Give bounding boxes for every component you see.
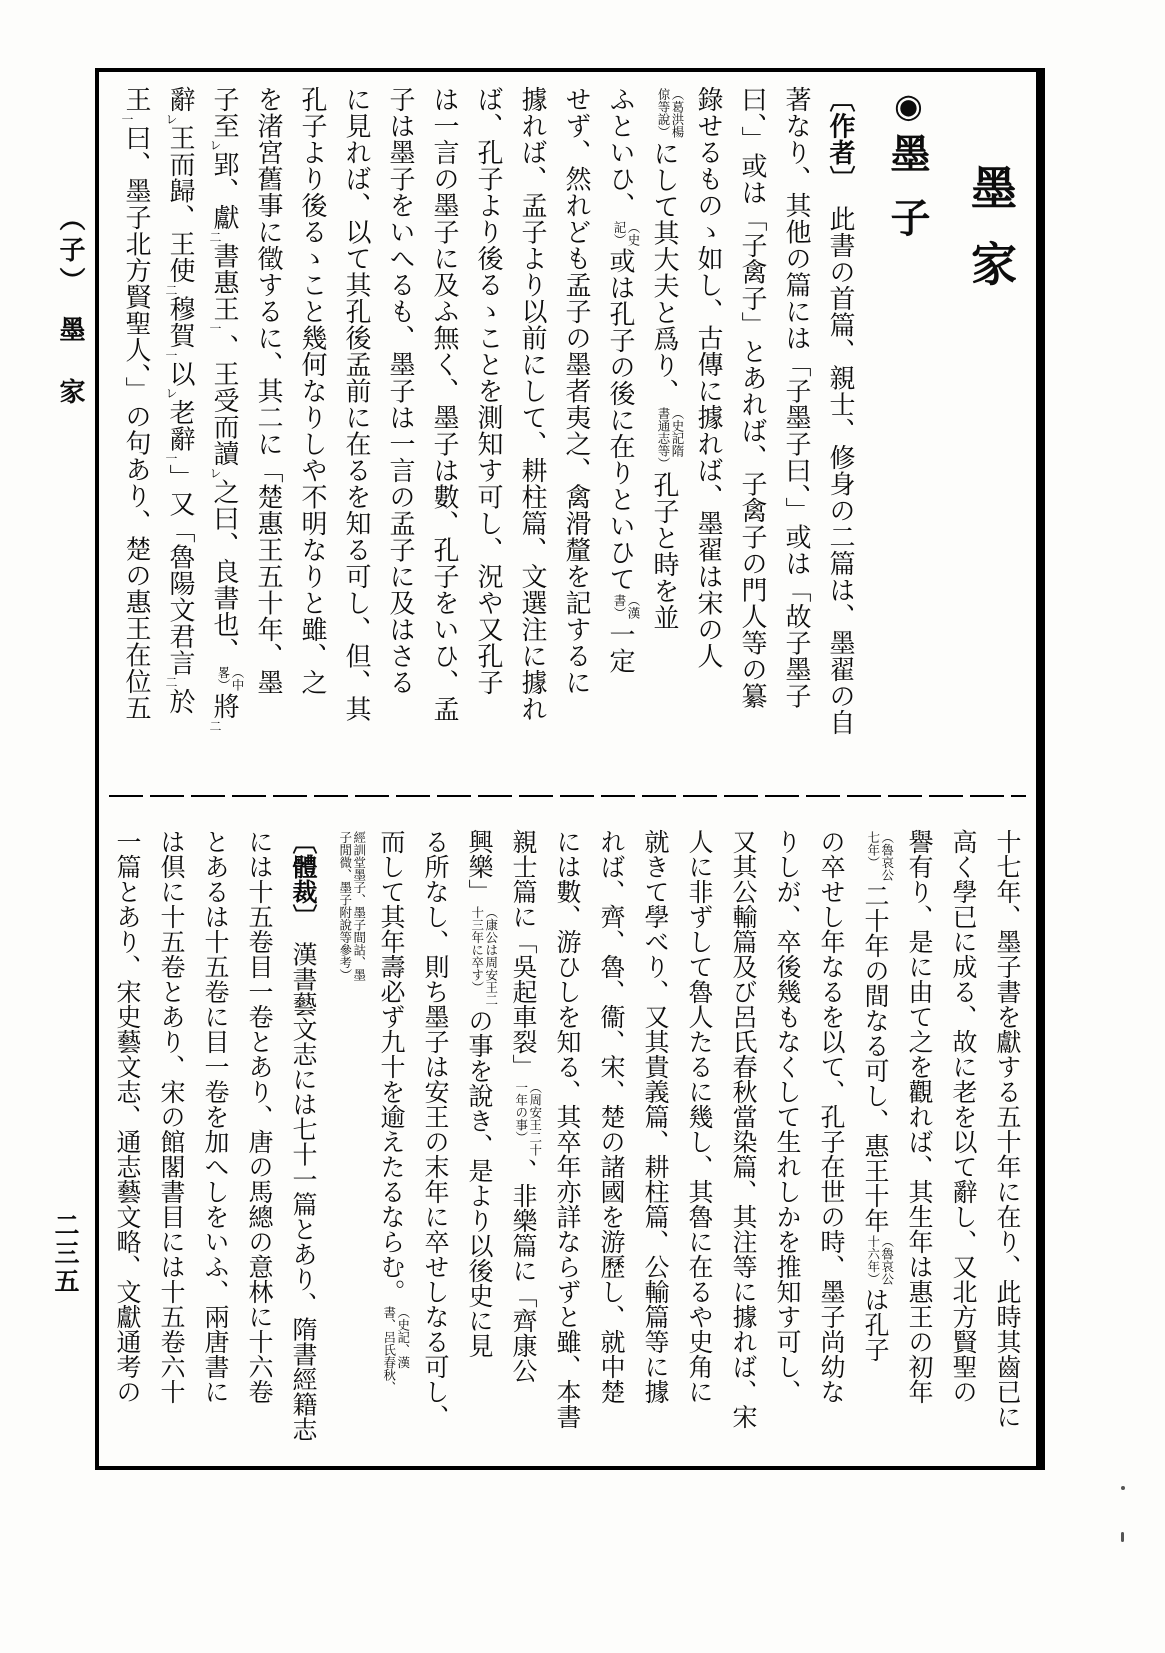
warichu-note bbox=[656, 407, 684, 470]
warichu-line: 七年） bbox=[865, 831, 880, 869]
warichu-line: 記） bbox=[611, 220, 626, 246]
warichu-note bbox=[612, 221, 640, 246]
warichu-line: （史記隋 bbox=[669, 407, 684, 457]
format-section bbox=[104, 829, 1028, 1479]
text-run: ふといひ、 bbox=[606, 86, 635, 219]
kaeriten-mark: 一 bbox=[164, 452, 178, 464]
warichu-note bbox=[382, 1306, 410, 1394]
text-run: 孔子より後るゝこと幾何なりしや不明なりと雖、之 bbox=[298, 86, 327, 696]
warichu-line: 書、呂氏春秋、 bbox=[381, 1306, 396, 1394]
text-run: を渚宮舊事に徵するに、其二に「楚惠王五十年、墨 bbox=[254, 86, 283, 696]
text-column bbox=[368, 829, 412, 1479]
warichu-line: 十六年） bbox=[865, 1235, 880, 1285]
text-column bbox=[808, 829, 852, 1479]
text-run: には十五卷目一卷とあり、唐の馬總の意林に十六卷 bbox=[245, 829, 272, 1404]
warichu-line: 十三年に卒す） bbox=[469, 906, 484, 994]
text-run: 郢、獻 bbox=[210, 151, 239, 231]
text-run: 或は孔子の後に在りといひて bbox=[606, 247, 635, 592]
section-divider bbox=[109, 795, 1026, 797]
text-column bbox=[202, 86, 246, 786]
text-run: ば、孔子より後るゝことを測知す可し、況や又孔子 bbox=[474, 86, 503, 696]
section-label: 〔體裁〕 bbox=[289, 829, 316, 917]
text-column bbox=[588, 829, 632, 1479]
text-column bbox=[148, 829, 192, 1479]
text-column bbox=[192, 829, 236, 1479]
margin-label: （子） 墨 家 bbox=[56, 205, 85, 409]
text-column bbox=[598, 86, 642, 786]
text-column bbox=[896, 829, 940, 1479]
text-column bbox=[114, 86, 158, 786]
warichu-note bbox=[612, 594, 640, 619]
kaeriten-mark: 一 bbox=[120, 112, 134, 125]
text-run: れば、齊、魯、衞、宋、楚の諸國を游歷し、就中楚 bbox=[597, 829, 624, 1404]
text-run: とあるは十五卷に目一卷を加へしをいふ、兩唐書に bbox=[201, 829, 228, 1404]
warichu-line: （史 bbox=[625, 220, 640, 246]
author-section bbox=[114, 86, 1030, 786]
text-run: 曰、」或は「子禽子」とあれば、子禽子の門人等の纂 bbox=[738, 86, 767, 709]
text-run: る所なし、則ち墨子は安王の末年に卒せしなる可し、 bbox=[421, 829, 448, 1429]
text-column bbox=[378, 86, 422, 786]
text-run: 二十年の間なる可し、惠王十年 bbox=[861, 883, 888, 1233]
warichu-line: 書） bbox=[611, 594, 626, 619]
text-run: 高く學已に成る、故に老を以て辭し、又北方賢聖の bbox=[949, 829, 976, 1404]
text-column bbox=[500, 829, 544, 1479]
section-heading: 墨家 bbox=[965, 164, 1016, 316]
warichu-line: （魯哀公 bbox=[879, 1235, 894, 1285]
entry-bullet-icon: ◉ bbox=[889, 86, 925, 125]
text-run: 曰、墨子北方賢聖人、」の句あり、楚の惠王在位五 bbox=[122, 124, 151, 721]
warichu-note bbox=[470, 906, 498, 1006]
text-run: 子は墨子をいへるも、墨子は一言の孟子に及はさる bbox=[386, 86, 415, 696]
text-column bbox=[510, 86, 554, 786]
scan-speck bbox=[1121, 1486, 1125, 1490]
text-run: に見れば、以て其孔後孟前に在るを知る可し、但、其 bbox=[342, 86, 371, 722]
text-run: 親士篇に「吳起車裂」 bbox=[509, 829, 536, 1079]
text-run: 漢書藝文志には七十一篇とあり、隋書經籍志 bbox=[289, 916, 316, 1442]
text-column bbox=[774, 86, 818, 786]
page-number: 二三五 bbox=[51, 1212, 78, 1296]
text-column bbox=[818, 86, 862, 786]
text-run: 人に非ずして魯人たるに幾し、其魯に在るや史角に bbox=[685, 829, 712, 1404]
text-column bbox=[334, 86, 378, 786]
text-run: 、非樂篇に「齊康公 bbox=[509, 1158, 536, 1383]
kaeriten-mark: 二 bbox=[164, 283, 178, 296]
text-run: 辭 bbox=[166, 86, 195, 113]
scan-speck bbox=[1121, 1532, 1124, 1542]
text-run: 就きて學べり、又其貴義篇、耕柱篇、公輸篇等に據 bbox=[641, 829, 668, 1404]
warichu-note bbox=[656, 88, 684, 138]
text-run: 、王受而讀 bbox=[210, 334, 239, 467]
text-column bbox=[852, 829, 896, 1479]
warichu-line: （葛洪楊 bbox=[669, 88, 684, 138]
kaeriten-mark: 二 bbox=[208, 230, 222, 243]
warichu-line: 畧） bbox=[215, 666, 230, 691]
warichu-line: 一年の事） bbox=[513, 1081, 528, 1144]
text-run: 之曰、良書也、 bbox=[210, 478, 239, 664]
kaeriten-mark: 一 bbox=[164, 348, 178, 361]
text-column bbox=[720, 829, 764, 1479]
text-run: 而して其年壽必ず九十を逾えたるならむ。 bbox=[377, 829, 404, 1304]
text-run: の卒せし年なるを以て、孔子在世の時、墨子尚幼な bbox=[817, 829, 844, 1404]
text-column bbox=[158, 86, 202, 786]
text-column bbox=[554, 86, 598, 786]
text-run: 孔子と時を並 bbox=[650, 471, 679, 631]
warichu-line: 經訓堂墨子、墨子間詁、墨 bbox=[351, 831, 366, 981]
warichu-line: （中 bbox=[229, 666, 244, 691]
text-column bbox=[544, 829, 588, 1479]
text-run: 王 bbox=[122, 86, 151, 113]
text-run: は孔子 bbox=[861, 1287, 888, 1362]
kaeriten-mark: 一 bbox=[208, 322, 222, 334]
content-frame bbox=[95, 68, 1045, 1470]
text-run: 一定 bbox=[606, 621, 635, 674]
text-column bbox=[466, 86, 510, 786]
warichu-line: 倞等說） bbox=[655, 88, 670, 138]
kaeriten-mark: 二 bbox=[208, 719, 222, 732]
kaeriten-mark: レ bbox=[164, 112, 178, 125]
text-column bbox=[642, 86, 686, 786]
warichu-note bbox=[216, 666, 244, 691]
kaeriten-mark: 二 bbox=[164, 676, 178, 688]
text-column bbox=[422, 86, 466, 786]
warichu-line: （漢 bbox=[625, 594, 640, 619]
warichu-line: （史記、漢 bbox=[395, 1306, 410, 1369]
text-column bbox=[730, 86, 774, 786]
text-run: 子至 bbox=[210, 86, 239, 139]
text-run: にして其大夫と爲り、 bbox=[650, 140, 679, 405]
text-column bbox=[324, 829, 368, 1479]
text-run: 王而歸、王使 bbox=[166, 124, 195, 284]
text-column bbox=[632, 829, 676, 1479]
text-run: りしが、卒後幾もなくして生れしかを推知す可し、 bbox=[773, 829, 800, 1404]
text-run: 興樂」 bbox=[465, 829, 492, 904]
text-run: 書惠王 bbox=[210, 242, 239, 322]
text-run: 又其公輸篇及び呂氏春秋當染篇、其注等に據れば、宋 bbox=[729, 829, 756, 1429]
text-run: 此書の首篇、親士、修身の二篇は、墨翟の自 bbox=[826, 179, 855, 736]
text-column bbox=[764, 829, 808, 1479]
text-column bbox=[984, 829, 1028, 1479]
text-run: 於 bbox=[166, 688, 195, 715]
warichu-line: 子閒微、墨子附說等參考） bbox=[337, 831, 352, 981]
warichu-line: （周安王二十 bbox=[527, 1081, 542, 1156]
text-run: の事を說き、是より以後史に見 bbox=[465, 1008, 492, 1358]
kaeriten-mark: レ bbox=[164, 387, 178, 399]
text-run: は一言の墨子に及ふ無く、墨子は數、孔子をいひ、孟 bbox=[430, 86, 459, 722]
warichu-note bbox=[338, 831, 366, 981]
text-run: には數、游ひしを知る、其卒年亦詳ならずと雖、本書 bbox=[553, 829, 580, 1429]
entry-heading bbox=[872, 86, 942, 786]
text-run: 譽有り、是に由て之を觀れば、其生年は惠王の初年 bbox=[905, 829, 932, 1404]
text-run: 錄せるものゝ如し、古傳に據れば、墨翟は宋の人 bbox=[694, 86, 723, 669]
text-column bbox=[456, 829, 500, 1479]
text-run: 穆賀 bbox=[166, 295, 195, 349]
entry-title: 墨子 bbox=[885, 133, 930, 261]
text-column bbox=[246, 86, 290, 786]
text-run: は倶に十五卷とあり、宋の館閣書目には十五卷六十 bbox=[157, 829, 184, 1404]
text-run: 」又「魯陽文君言 bbox=[166, 464, 195, 676]
text-run: 以 bbox=[166, 360, 195, 387]
text-run: せず、然れども孟子の墨者夷之、禽滑釐を記するに bbox=[562, 86, 591, 696]
text-column bbox=[676, 829, 720, 1479]
section-label: 〔作者〕 bbox=[826, 86, 855, 179]
warichu-note bbox=[866, 831, 894, 881]
text-run: 將 bbox=[210, 693, 239, 720]
text-run: 十七年、墨子書を獻する五十年に在り、此時其齒已に bbox=[993, 829, 1020, 1429]
warichu-note bbox=[514, 1081, 542, 1156]
text-run: 著なり、其他の篇には「子墨子曰、」或は「故子墨子 bbox=[782, 86, 811, 709]
text-column bbox=[280, 829, 324, 1479]
kaeriten-mark: レ bbox=[208, 139, 222, 151]
text-run: 一篇とあり、宋史藝文志、通志藝文略、文獻通考の bbox=[113, 829, 140, 1404]
text-column bbox=[104, 829, 148, 1479]
text-run: 據れば、孟子より以前にして、耕柱篇、文選注に據れ bbox=[518, 86, 547, 722]
text-column bbox=[290, 86, 334, 786]
text-column bbox=[940, 829, 984, 1479]
kaeriten-mark: レ bbox=[208, 466, 222, 479]
text-column bbox=[686, 86, 730, 786]
warichu-line: （康公は周安王二 bbox=[483, 906, 498, 1006]
text-column bbox=[412, 829, 456, 1479]
text-column bbox=[236, 829, 280, 1479]
warichu-line: 書通志等） bbox=[655, 407, 670, 470]
warichu-note bbox=[866, 1235, 894, 1285]
text-run: 老辭 bbox=[166, 399, 195, 452]
warichu-line: （魯哀公 bbox=[879, 831, 894, 881]
